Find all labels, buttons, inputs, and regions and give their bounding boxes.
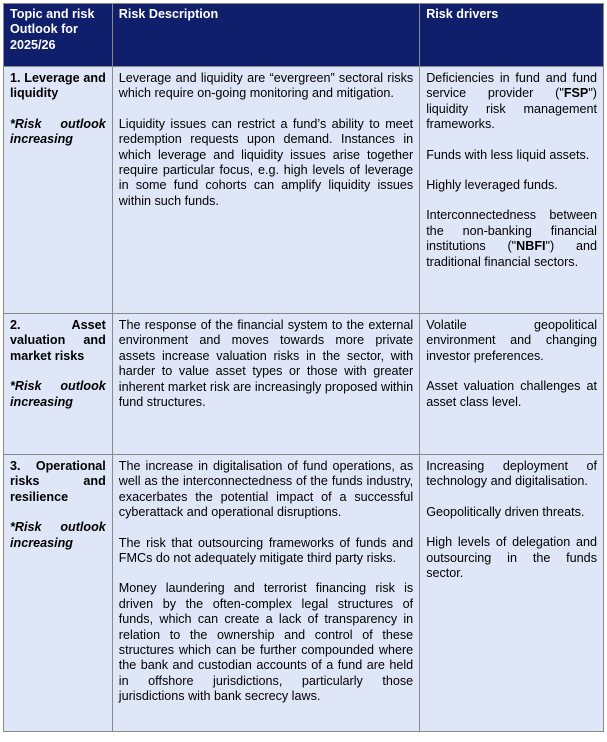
driver-item: Interconnectedness between the non-banking financial institutions ("NBFI") and traditional financial sectors.	[426, 208, 597, 269]
table-header-row	[4, 4, 604, 67]
risk-outlook: *Risk outlook increasing	[10, 116, 106, 147]
driver-item: Funds with less liquid assets.	[426, 147, 590, 162]
driver-item: Volatile geopolitical environment and changing investor preferences.	[426, 318, 597, 363]
topic-title: 3. Operational risks and resilience	[10, 459, 106, 504]
driver-item: Increasing deployment of technology and digitalisation.	[426, 459, 597, 489]
header-description: Risk Description	[112, 4, 419, 67]
header-topic: Topic and risk Outlook for 2025/26	[4, 4, 113, 67]
topic-cell	[4, 67, 113, 314]
description-cell	[112, 67, 419, 314]
driver-item: Asset valuation challenges at asset class level.	[426, 379, 597, 409]
risk-outlook-table	[3, 3, 604, 732]
drivers-cell	[420, 314, 604, 455]
abbreviation: NBFI	[516, 239, 546, 254]
description-paragraph: Liquidity issues can restrict a fund’s ability to meet redemption requests upon demand. Instances in which leverage and liquidity issues arise together require particular focus, e.g. high levels of leverage in some fund cohorts can amplify liquidity issues within such funds.	[118, 116, 414, 208]
topic-cell	[4, 455, 113, 732]
topic-title: 1. Leverage and liquidity	[10, 71, 106, 101]
table-row	[4, 314, 604, 455]
description-paragraph: The response of the financial system to the external environment and moves towards more private assets increase valuation risks in the sector, with harder to value asset types or those with greater inherent market risk are increasingly proposed within fund structures.	[118, 318, 414, 410]
driver-item: Highly leveraged funds.	[426, 178, 558, 193]
description-paragraph: The increase in digitalisation of fund operations, as well as the interconnectedness of the funds industry, exacerbates the potential impact of a successful cyberattack and operational disruptions.	[118, 459, 414, 520]
description-paragraph: The risk that outsourcing frameworks of funds and FMCs do not adequately mitigate third party risks.	[118, 535, 414, 566]
drivers-cell	[420, 67, 604, 314]
drivers-cell	[420, 455, 604, 732]
table-row	[4, 67, 604, 314]
risk-outlook: *Risk outlook increasing	[10, 520, 106, 550]
topic-cell	[4, 314, 113, 455]
driver-item: Geopolitically driven threats.	[426, 504, 585, 519]
header-drivers: Risk drivers	[420, 4, 604, 67]
description-paragraph: Leverage and liquidity are “evergreen” sectoral risks which require on-going monitoring and mitigation.	[118, 71, 414, 101]
driver-item: Deficiencies in fund and fund service provider ("FSP") liquidity risk management frameworks.	[426, 71, 597, 132]
driver-item: High levels of delegation and outsourcing in the funds sector.	[426, 535, 597, 581]
risk-outlook: *Risk outlook increasing	[10, 379, 106, 409]
abbreviation: FSP	[563, 86, 589, 101]
table-row	[4, 455, 604, 732]
description-cell	[112, 455, 419, 732]
description-paragraph: Money laundering and terrorist financing risk is driven by the often-complex legal structures of funds, which can create a lack of transparency in relation to the ownership and control of these structures which can be further compounded where the bank and custodian accounts of a fund are held in offshore jurisdictions, particularly those jurisdictions with bank secrecy laws.	[118, 581, 414, 704]
description-cell	[112, 314, 419, 455]
topic-title: 2. Asset valuation and market risks	[10, 318, 106, 363]
